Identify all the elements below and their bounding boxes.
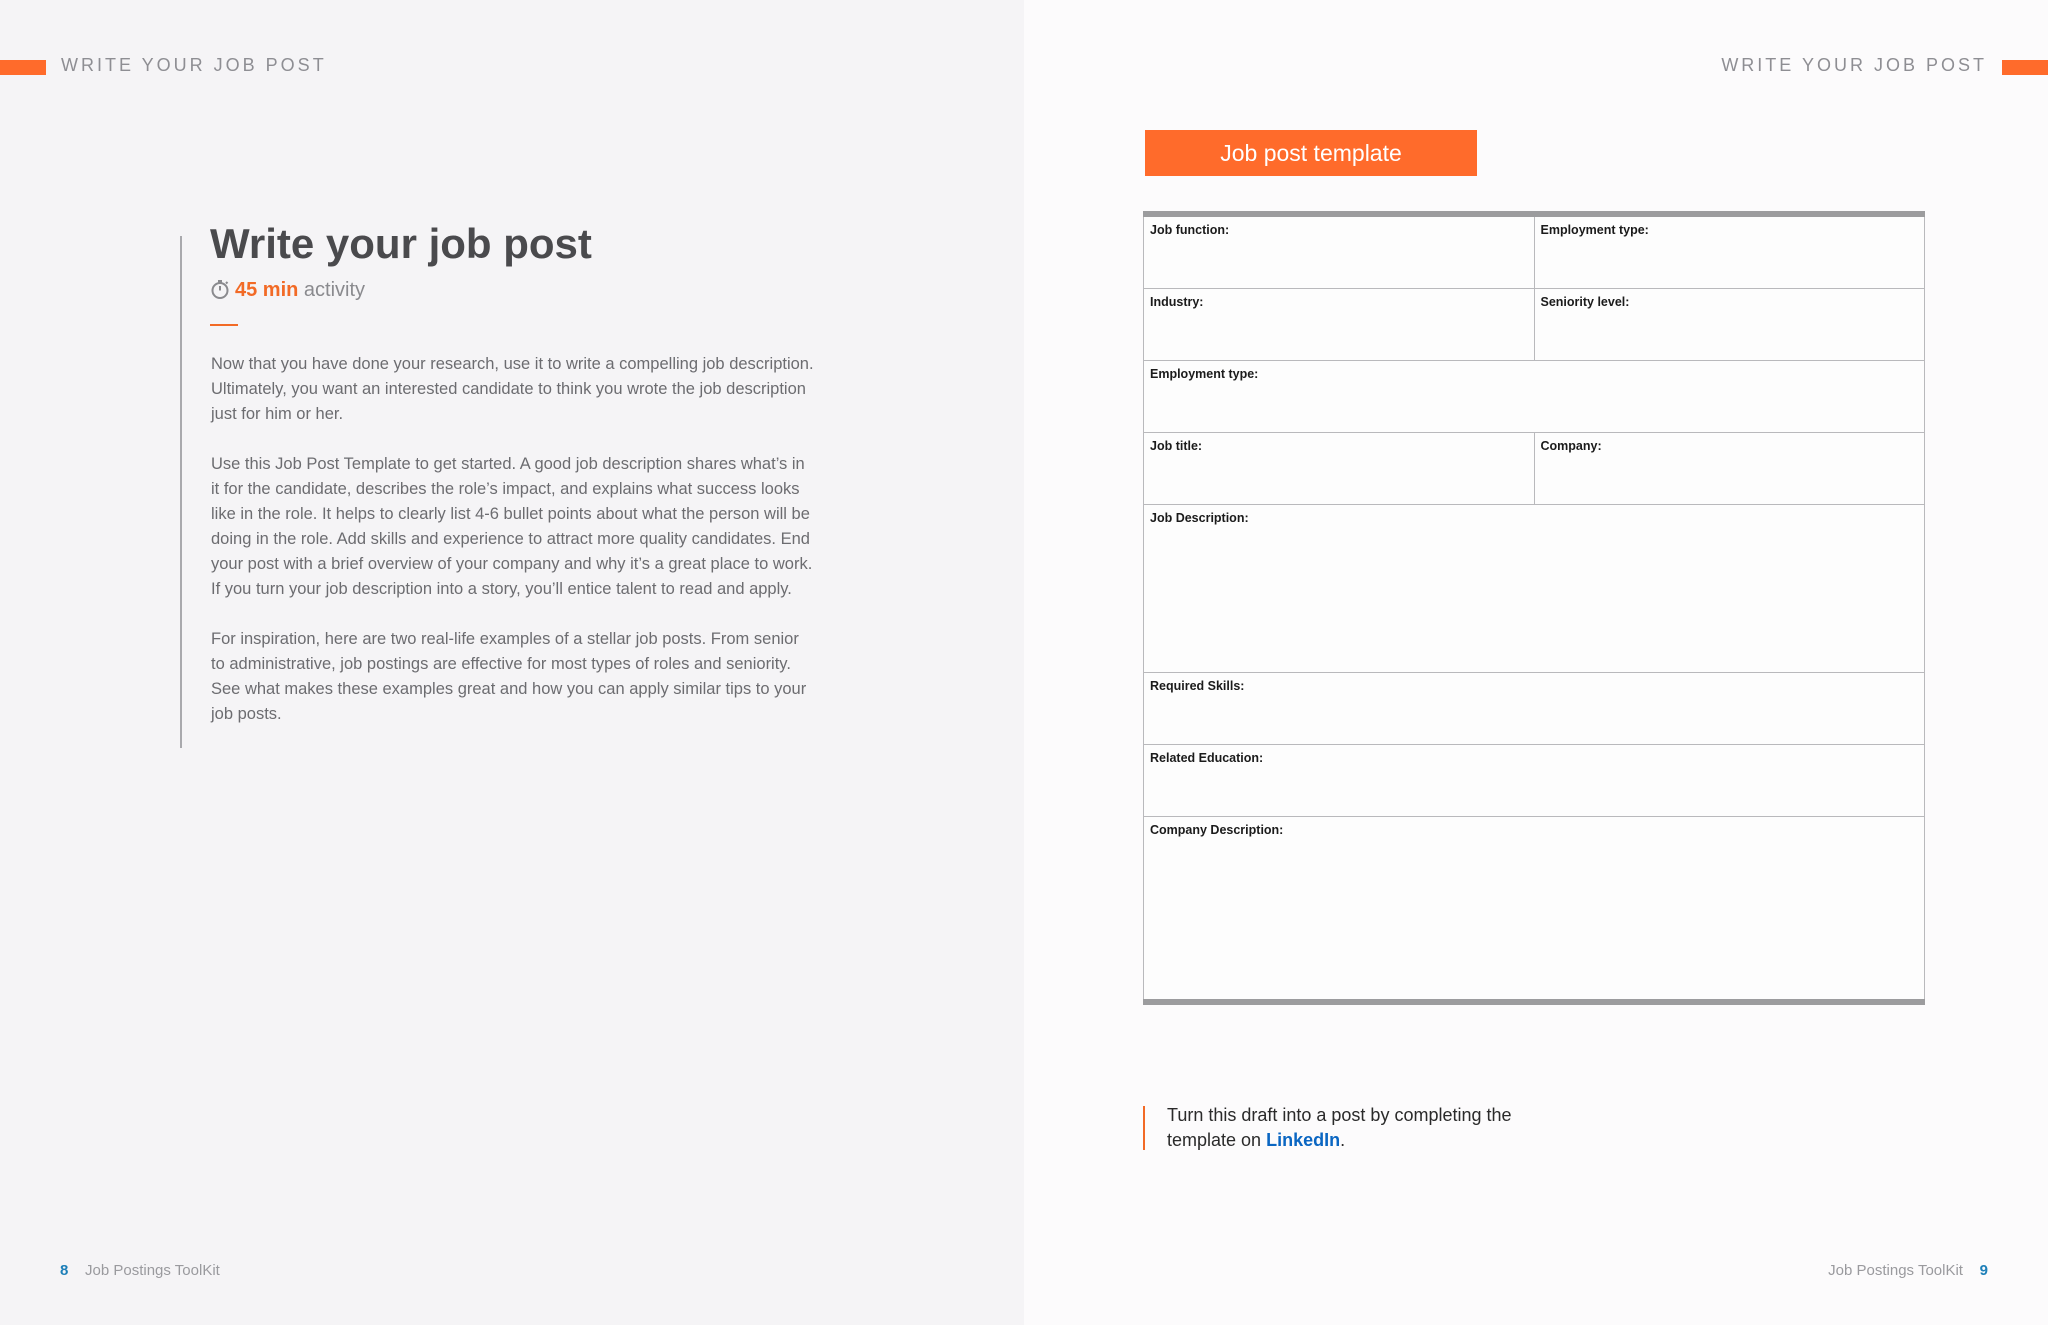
cta-rule <box>1143 1106 1145 1150</box>
cta-line-2: template on <box>1167 1130 1262 1150</box>
section-tab-marker <box>2002 60 2048 75</box>
job-title-field[interactable]: Job title: <box>1144 433 1535 505</box>
job-post-form <box>1143 211 1925 1005</box>
footer-title: Job Postings ToolKit <box>85 1262 220 1279</box>
duration-value: 45 min <box>235 279 299 301</box>
job-description-field[interactable]: Job Description: <box>1144 505 1925 673</box>
cta-text <box>1167 1103 1587 1153</box>
related-education-field[interactable]: Related Education: <box>1144 745 1925 817</box>
required-skills-field[interactable]: Required Skills: <box>1144 673 1925 745</box>
activity-duration <box>210 279 365 302</box>
footer-title: Job Postings ToolKit <box>1828 1262 1963 1279</box>
accent-dash <box>210 324 238 326</box>
employment-type-field-full[interactable]: Employment type: <box>1144 361 1925 433</box>
cta-line-1: Turn this draft into a post by completing the <box>1167 1105 1512 1125</box>
footer-left <box>60 1262 220 1279</box>
running-head-right: WRITE YOUR JOB POST <box>1721 55 1987 75</box>
linkedin-link[interactable]: LinkedIn <box>1266 1130 1341 1150</box>
paragraph: Now that you have done your research, use it to write a compelling job description. Ultimately, you want an interested candidate to think you wrote the job description just for him or her. <box>211 355 814 423</box>
content-rule <box>180 236 182 748</box>
paragraph: Use this Job Post Template to get started. A good job description shares what’s in it for the candidate, describes the role’s impact, and explains what success looks like in the role. It helps to clearly list 4-6 bullet points about what the person will be doing in the role. Add skills and experience to attract more quality candidates. End your post with a brief overview of your company and why it’s a great place to work. If you turn your job description into a story, you’ll entice talent to read and apply. <box>211 455 813 598</box>
company-description-field[interactable]: Company Description: <box>1144 817 1925 1003</box>
company-field[interactable]: Company: <box>1534 433 1925 505</box>
template-title-banner: Job post template <box>1145 130 1477 176</box>
cta-period: . <box>1340 1130 1346 1150</box>
page-number: 9 <box>1979 1262 1988 1279</box>
duration-label: activity <box>303 279 366 301</box>
employment-type-field[interactable]: Employment type: <box>1534 214 1925 289</box>
intro-text <box>211 352 817 752</box>
job-function-field[interactable]: Job function: <box>1144 214 1535 289</box>
section-tab-marker <box>0 60 46 75</box>
seniority-level-field[interactable]: Seniority level: <box>1534 289 1925 361</box>
stopwatch-icon <box>210 279 230 299</box>
paragraph: For inspiration, here are two real-life examples of a stellar job posts. From senior to administrative, job postings are effective for most types of roles and seniority. See what makes these examples great and how you can apply similar tips to your job posts. <box>211 630 807 723</box>
page-title: Write your job post <box>210 220 592 267</box>
footer-right <box>1828 1262 1988 1279</box>
page-number: 8 <box>60 1262 69 1279</box>
industry-field[interactable]: Industry: <box>1144 289 1535 361</box>
running-head-left: WRITE YOUR JOB POST <box>61 55 327 75</box>
